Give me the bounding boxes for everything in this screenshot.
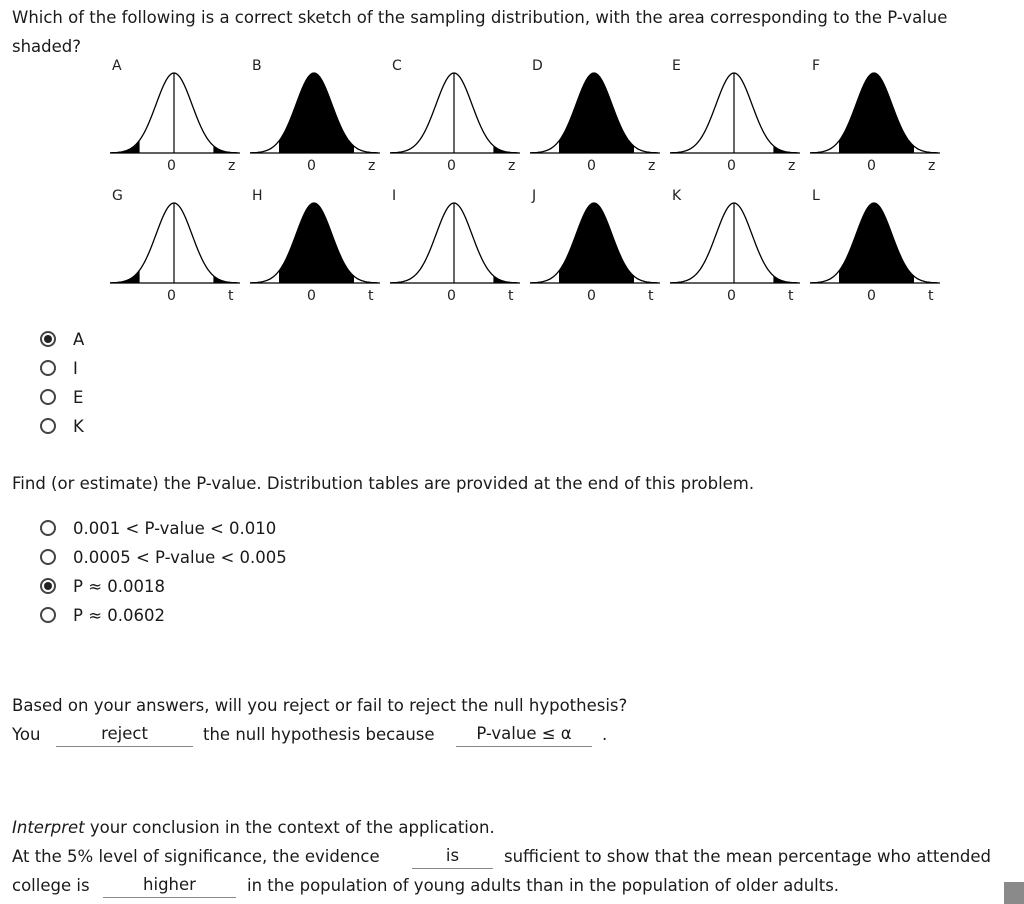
shaded-center: [279, 203, 354, 283]
stat-tick: t: [928, 288, 934, 304]
shaded-center: [839, 203, 914, 283]
reject-decision-dropdown[interactable]: reject: [56, 722, 193, 747]
sketch-l: [808, 188, 948, 308]
sketch-label: D: [532, 58, 543, 74]
sketch-i: [388, 188, 528, 308]
sketch-curve: [388, 58, 528, 158]
sketch-label: C: [392, 58, 402, 74]
stat-tick: t: [508, 288, 514, 304]
reason-dropdown[interactable]: P-value ≤ α: [456, 722, 592, 747]
sketch-label: L: [812, 188, 820, 204]
q4-line2-end: in the population of young adults than in the population of older adults.: [247, 876, 840, 895]
radio-button[interactable]: [40, 360, 56, 376]
sketch-label: A: [112, 58, 122, 74]
q2-option-1[interactable]: [40, 517, 276, 539]
stat-tick: t: [648, 288, 654, 304]
interpret-rest: your conclusion in the context of the application.: [84, 818, 495, 837]
q4-line2-start: college is: [12, 876, 90, 895]
q3-middle: the null hypothesis because: [203, 725, 435, 744]
sketch-curve: [108, 188, 248, 288]
q2-option-3[interactable]: [40, 575, 165, 597]
stat-tick: t: [368, 288, 374, 304]
sketch-curve: [108, 58, 248, 158]
question-2-text: Find (or estimate) the P-value. Distribution tables are provided at the end of this problem.: [12, 474, 755, 493]
q3-prefix: You: [12, 725, 41, 744]
radio-button[interactable]: [40, 331, 56, 347]
shaded-center: [559, 203, 634, 283]
zero-tick: 0: [167, 158, 176, 174]
comparison-dropdown[interactable]: higher: [103, 873, 236, 898]
zero-tick: 0: [727, 158, 736, 174]
shaded-center: [559, 73, 634, 153]
radio-button[interactable]: [40, 549, 56, 565]
radio-button[interactable]: [40, 418, 56, 434]
sketch-g: [108, 188, 248, 308]
sketch-curve: [808, 58, 948, 158]
sketch-f: [808, 58, 948, 178]
radio-button[interactable]: [40, 520, 56, 536]
radio-button[interactable]: [40, 578, 56, 594]
option-label: E: [73, 387, 84, 407]
shaded-center: [839, 73, 914, 153]
q2-option-2[interactable]: [40, 546, 287, 568]
sketch-b: [248, 58, 388, 178]
sketch-c: [388, 58, 528, 178]
stat-tick: t: [228, 288, 234, 304]
q1-option-k[interactable]: [40, 415, 84, 437]
zero-tick: 0: [587, 288, 596, 304]
radio-button[interactable]: [40, 389, 56, 405]
option-label: A: [73, 329, 85, 349]
question-4-text: [12, 818, 495, 837]
submit-button-edge[interactable]: [1004, 882, 1024, 904]
stat-tick: z: [228, 158, 236, 174]
stat-tick: z: [648, 158, 656, 174]
option-label: K: [73, 416, 84, 436]
q1-option-e[interactable]: [40, 386, 83, 408]
zero-tick: 0: [867, 288, 876, 304]
stat-tick: t: [788, 288, 794, 304]
stat-tick: z: [368, 158, 376, 174]
radio-button[interactable]: [40, 607, 56, 623]
q1-option-i[interactable]: [40, 357, 78, 379]
sketch-k: [668, 188, 808, 308]
zero-tick: 0: [167, 288, 176, 304]
zero-tick: 0: [307, 288, 316, 304]
zero-tick: 0: [307, 158, 316, 174]
interpret-emphasis: Interpret: [12, 818, 85, 837]
sketch-label: G: [112, 188, 123, 204]
zero-tick: 0: [727, 288, 736, 304]
zero-tick: 0: [867, 158, 876, 174]
sketch-curve: [248, 188, 388, 288]
option-label: 0.001 < P-value < 0.010: [73, 518, 277, 538]
sketch-curve: [528, 188, 668, 288]
sketch-h: [248, 188, 388, 308]
sketch-e: [668, 58, 808, 178]
sketch-curve: [808, 188, 948, 288]
sketch-label: I: [392, 188, 397, 204]
sketch-label: F: [812, 58, 821, 74]
sketch-curve: [388, 188, 528, 288]
stat-tick: z: [788, 158, 796, 174]
sketch-curve: [668, 58, 808, 158]
sketch-curve: [248, 58, 388, 158]
zero-tick: 0: [447, 288, 456, 304]
sketch-label: H: [252, 188, 263, 204]
sketch-a: [108, 58, 248, 178]
sketch-label: B: [252, 58, 262, 74]
evidence-dropdown[interactable]: is: [412, 844, 493, 869]
zero-tick: 0: [587, 158, 596, 174]
sketch-d: [528, 58, 668, 178]
q1-option-a[interactable]: [40, 328, 84, 350]
sketch-label: K: [672, 188, 682, 204]
q4-line1-start: At the 5% level of significance, the evidence: [12, 847, 380, 866]
option-label: I: [73, 358, 78, 378]
sketch-label: J: [532, 188, 537, 204]
option-label: P ≈ 0.0018: [73, 576, 165, 596]
q2-option-4[interactable]: [40, 604, 165, 626]
sketch-j: [528, 188, 668, 308]
q3-suffix: .: [602, 725, 608, 744]
question-3-text: Based on your answers, will you reject or fail to reject the null hypothesis?: [12, 696, 628, 715]
sketch-curve: [668, 188, 808, 288]
sketch-grid: [108, 58, 948, 308]
stat-tick: z: [508, 158, 516, 174]
question-1-text: Which of the following is a correct sketch of the sampling distribution, with the area corresponding to the P-value shaded?: [12, 8, 948, 56]
q4-line1-end: sufficient to show that the mean percentage who attended: [504, 847, 992, 866]
stat-tick: z: [928, 158, 936, 174]
option-label: 0.0005 < P-value < 0.005: [73, 547, 287, 567]
sketch-label: E: [672, 58, 681, 74]
sketch-curve: [528, 58, 668, 158]
zero-tick: 0: [447, 158, 456, 174]
shaded-center: [279, 73, 354, 153]
option-label: P ≈ 0.0602: [73, 605, 165, 625]
